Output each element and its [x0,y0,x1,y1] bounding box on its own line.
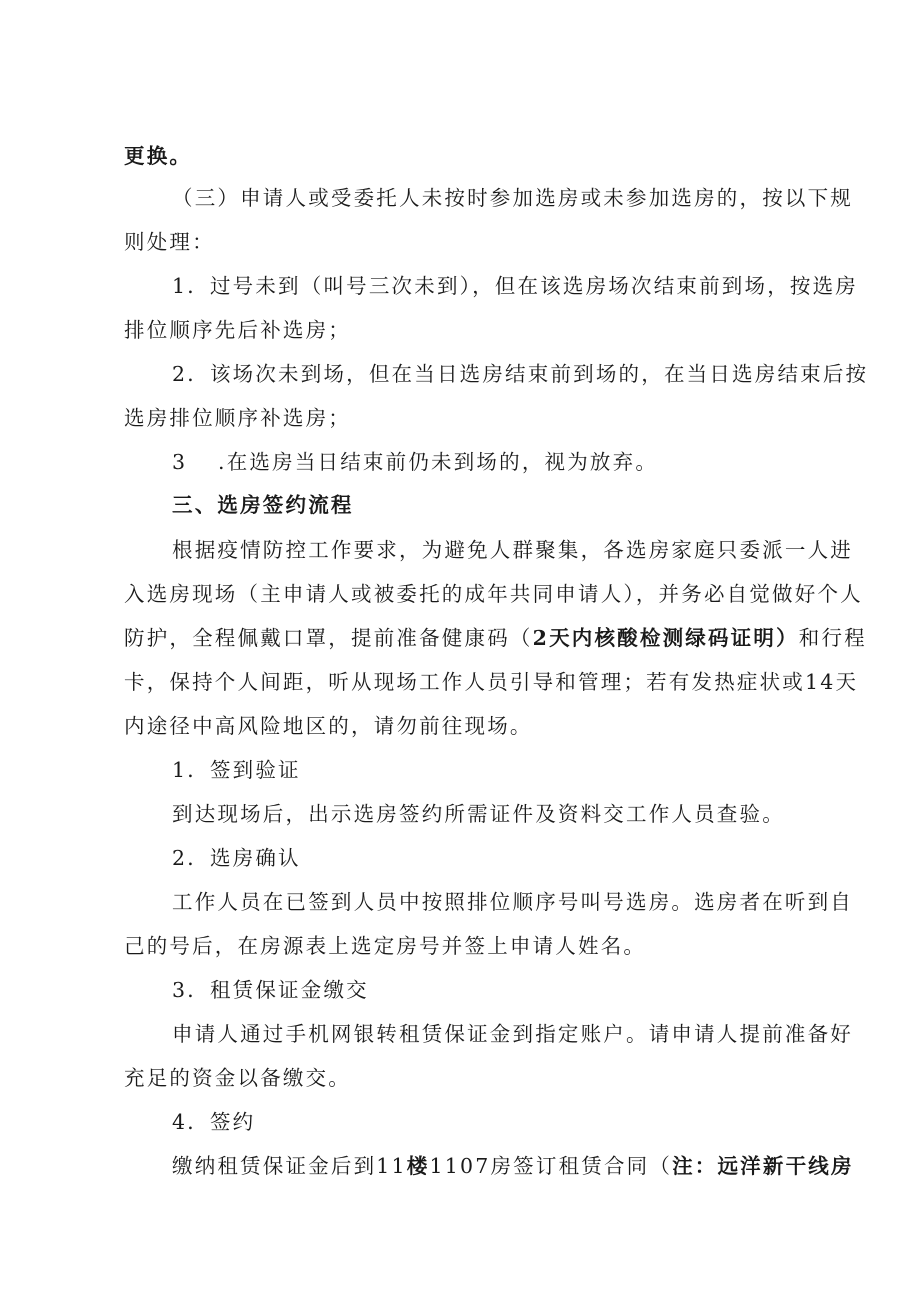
subheading: 4．签约 [172,1110,256,1134]
subheading: 2．选房确认 [172,846,301,870]
paragraph-line: 排位顺序先后补选房； [124,318,351,342]
paragraph-line [172,1152,854,1180]
text-run-bold: 2天内核酸检测绿码证明） [532,626,799,650]
paragraph-line [124,624,867,652]
list-number: 3 [172,450,188,474]
subheading: 1．签到验证 [172,758,301,782]
paragraph-line [172,448,832,476]
text-run: 1107房签订租赁合同（ [429,1154,673,1178]
paragraph-line: 工作人员在已签到人员中按照排位顺序号叫号选房。选房者在听到自 [172,890,853,914]
text-run: 缴纳租赁保证金后到11 [172,1154,407,1178]
paragraph-line: 2．该场次未到场，但在当日选房结束前到场的，在当日选房结束后按 [172,362,869,386]
paragraph-line: 1．过号未到（叫号三次未到），但在该选房场次结束前到场，按选房 [172,274,858,298]
paragraph-line: 选房排位顺序补选房； [124,406,351,430]
text-run: 防护，全程佩戴口罩，提前准备健康码（ [124,626,533,650]
paragraph-line: 则处理： [124,230,215,254]
text-run-bold: 注：远洋新干线房 [672,1154,854,1178]
paragraph-line: （三）申请人或受委托人未按时参加选房或未参加选房的，按以下规 [172,186,853,210]
paragraph-line: 更换。 [124,144,193,168]
paragraph-line: 内途径中高风险地区的，请勿前往现场。 [124,714,533,738]
list-text: .在选房当日结束前仍未到场的，视为放弃。 [218,450,659,474]
paragraph-line: 卡，保持个人间距，听从现场工作人员引导和管理；若有发热症状或14天 [124,670,859,694]
paragraph-line: 到达现场后，出示选房签约所需证件及资料交工作人员查验。 [172,802,785,826]
subheading: 3．租赁保证金缴交 [172,978,369,1002]
paragraph-line: 申请人通过手机网银转租赁保证金到指定账户。请申请人提前准备好 [172,1022,853,1046]
paragraph-line: 己的号后，在房源表上选定房号并签上申请人姓名。 [124,934,647,958]
paragraph-line: 根据疫情防控工作要求，为避免人群聚集，各选房家庭只委派一人进 [172,538,853,562]
paragraph-line: 充足的资金以备缴交。 [124,1066,351,1090]
section-heading: 三、选房签约流程 [172,493,354,517]
text-run-bold: 楼 [406,1154,430,1178]
paragraph-line: 入选房现场（主申请人或被委托的成年共同申请人），并务必自觉做好个人 [124,582,863,606]
text-run: 和行程 [798,626,867,650]
